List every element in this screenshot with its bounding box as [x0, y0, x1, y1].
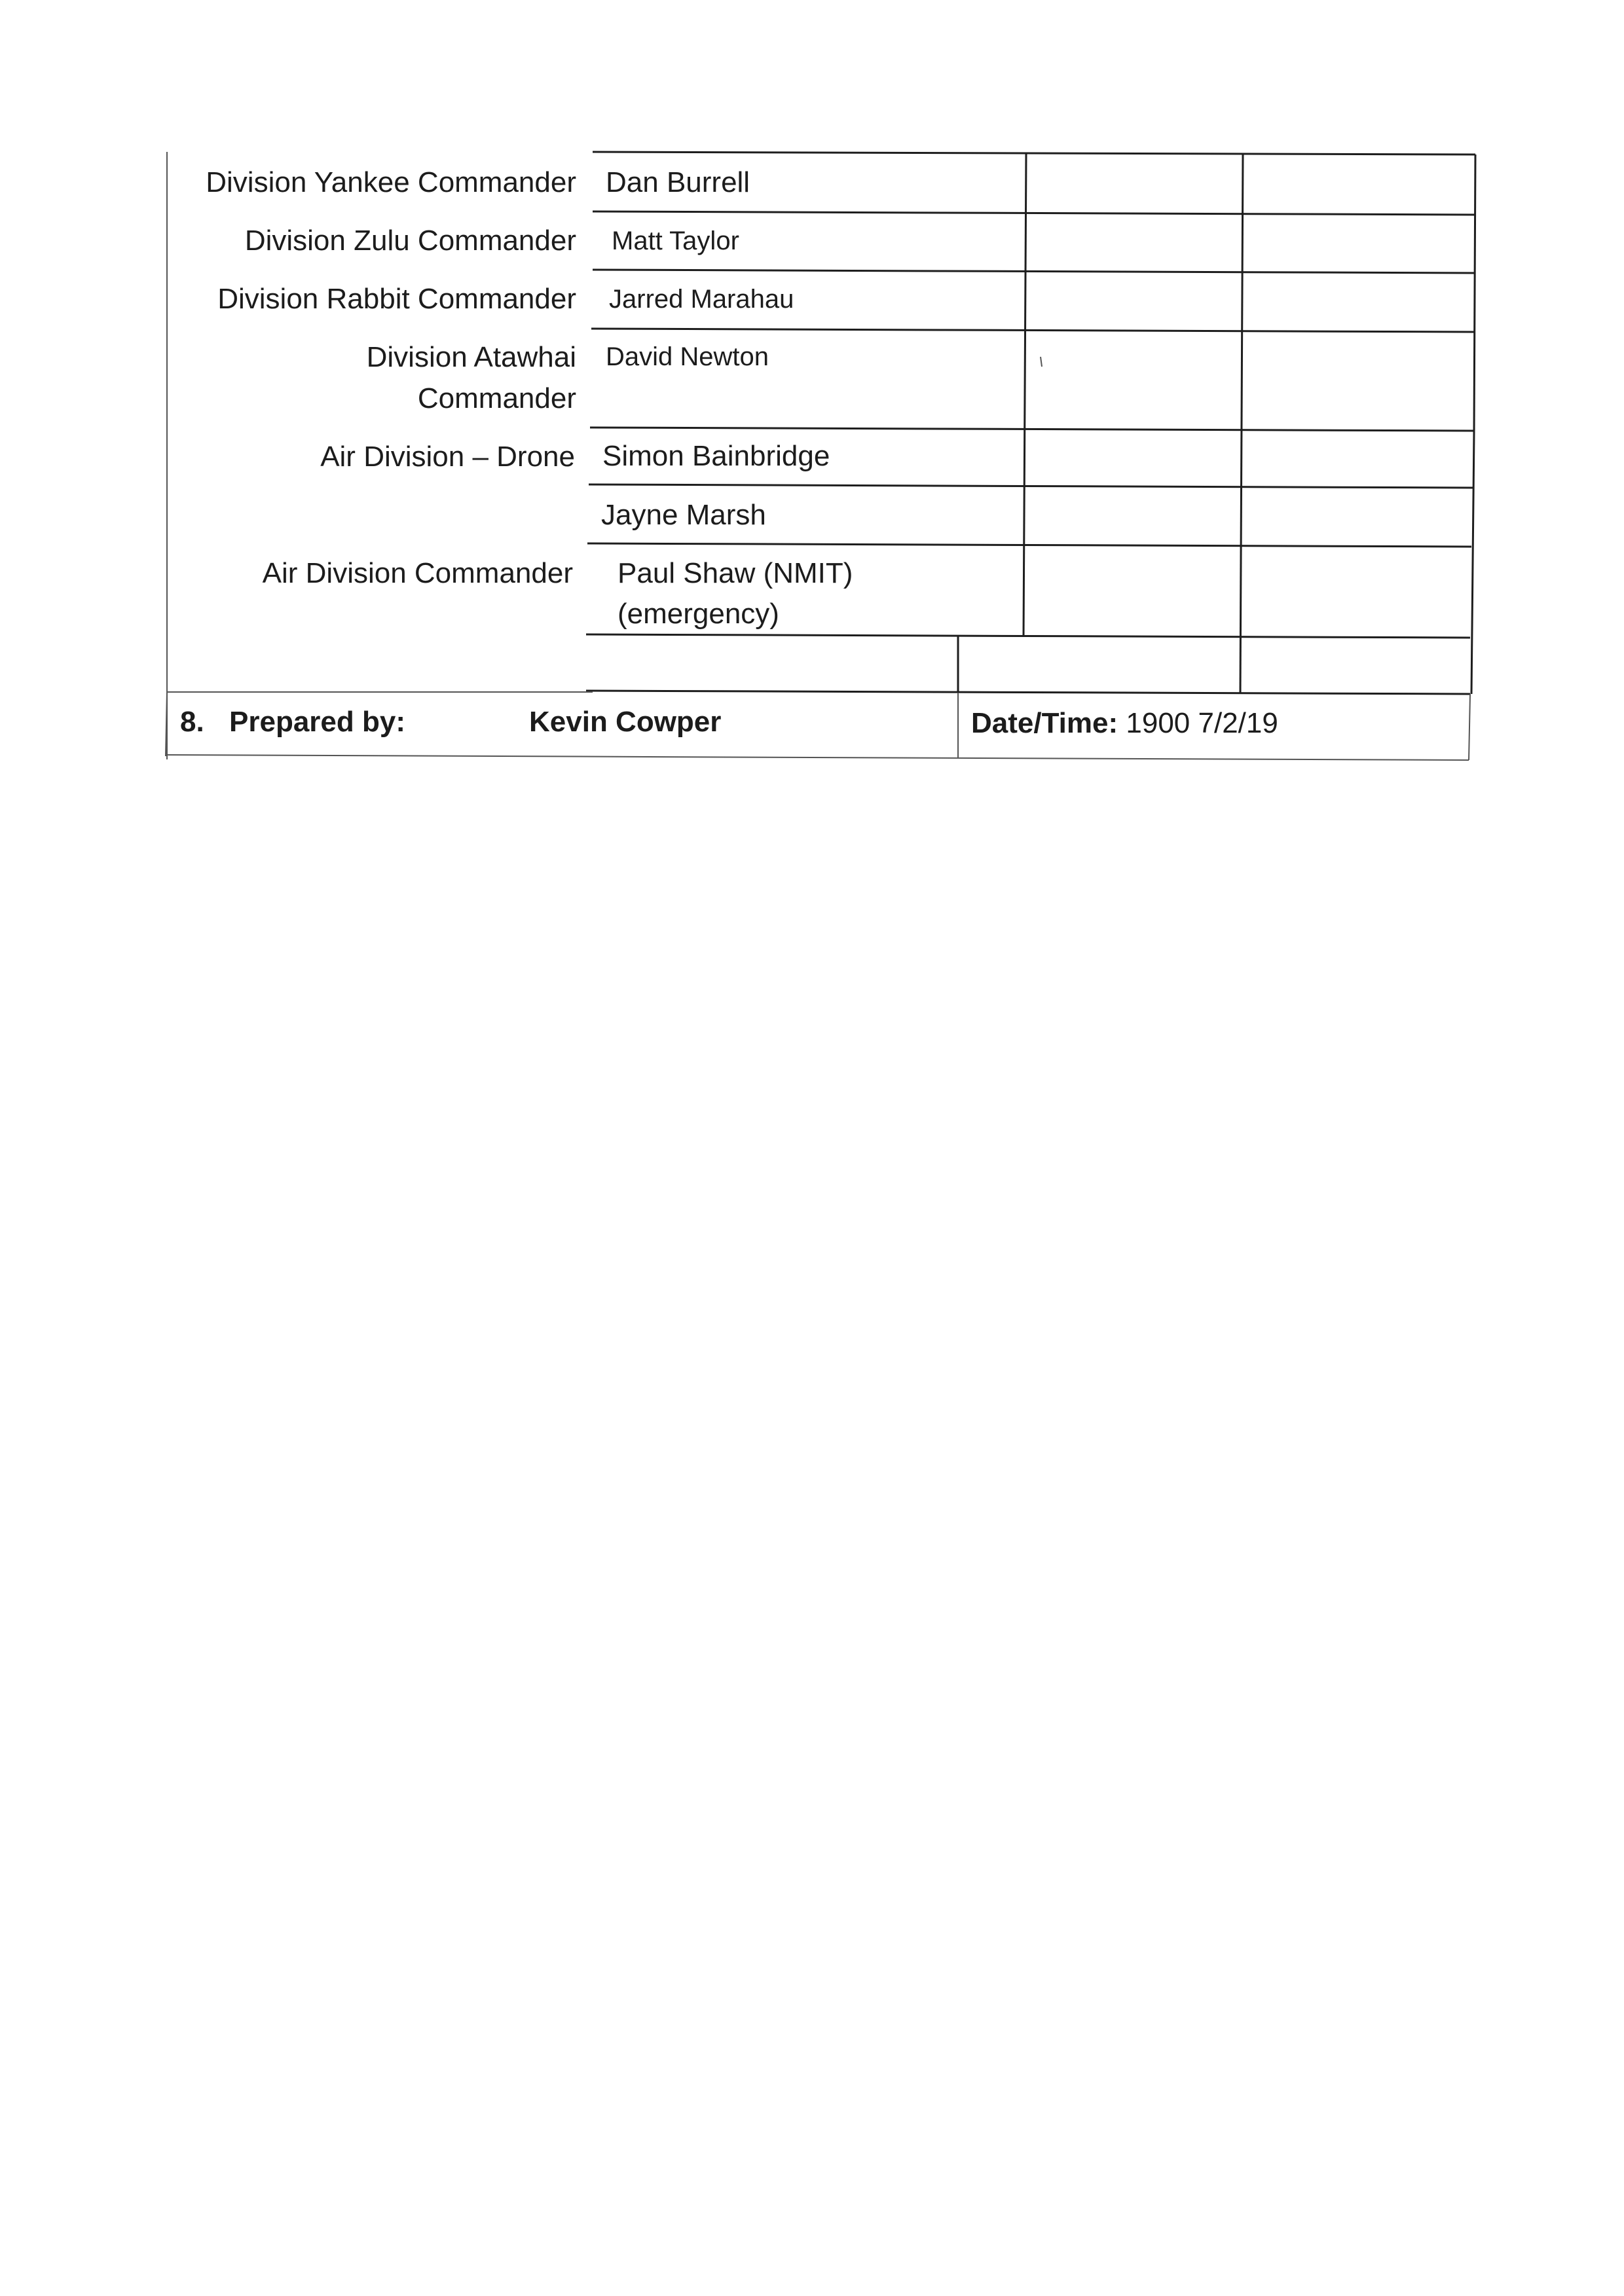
footer-right-border	[1469, 694, 1470, 760]
role-label: Division Zulu Commander	[244, 225, 576, 257]
datetime-label: Date/Time:	[971, 707, 1118, 739]
column-line	[1474, 155, 1475, 432]
stray-mark	[1041, 357, 1042, 367]
row-line	[593, 211, 1475, 215]
prepared-by-label: Prepared by:	[229, 706, 405, 738]
row-line	[591, 329, 1474, 332]
assignee-name: Paul Shaw (NMIT)	[618, 557, 853, 589]
footer-bottom-border	[166, 755, 1469, 760]
datetime	[971, 704, 1278, 743]
assignee-name: Jarred Marahau	[609, 285, 794, 314]
role-label: Division Rabbit Commander	[217, 283, 576, 315]
row-line	[586, 634, 1470, 638]
column-line	[1024, 153, 1026, 636]
row-line	[593, 270, 1475, 273]
section-number: 8.	[180, 706, 204, 738]
prepared-by-value: Kevin Cowper	[529, 706, 722, 738]
row-line	[590, 428, 1474, 431]
assignee-name: Jayne Marsh	[601, 499, 766, 531]
role-label: Division Yankee Commander	[206, 166, 576, 198]
assignee-name: (emergency)	[618, 598, 779, 630]
assignee-name: Simon Bainbridge	[602, 440, 830, 472]
row-line	[586, 691, 1470, 694]
datetime-value: 1900 7/2/19	[1126, 707, 1278, 739]
assignee-name: David Newton	[606, 342, 769, 371]
row-line	[589, 484, 1473, 488]
assignee-name: Dan Burrell	[606, 166, 750, 198]
column-line	[1240, 154, 1243, 693]
row-line	[587, 543, 1471, 547]
assignee-name: Matt Taylor	[612, 227, 739, 255]
role-label: Air Division Commander	[262, 557, 573, 589]
role-label: Division Atawhai	[366, 341, 576, 373]
role-label: Commander	[417, 382, 576, 414]
role-label: Air Division – Drone	[320, 441, 575, 473]
column-line	[1471, 432, 1474, 694]
row-line	[593, 152, 1475, 155]
